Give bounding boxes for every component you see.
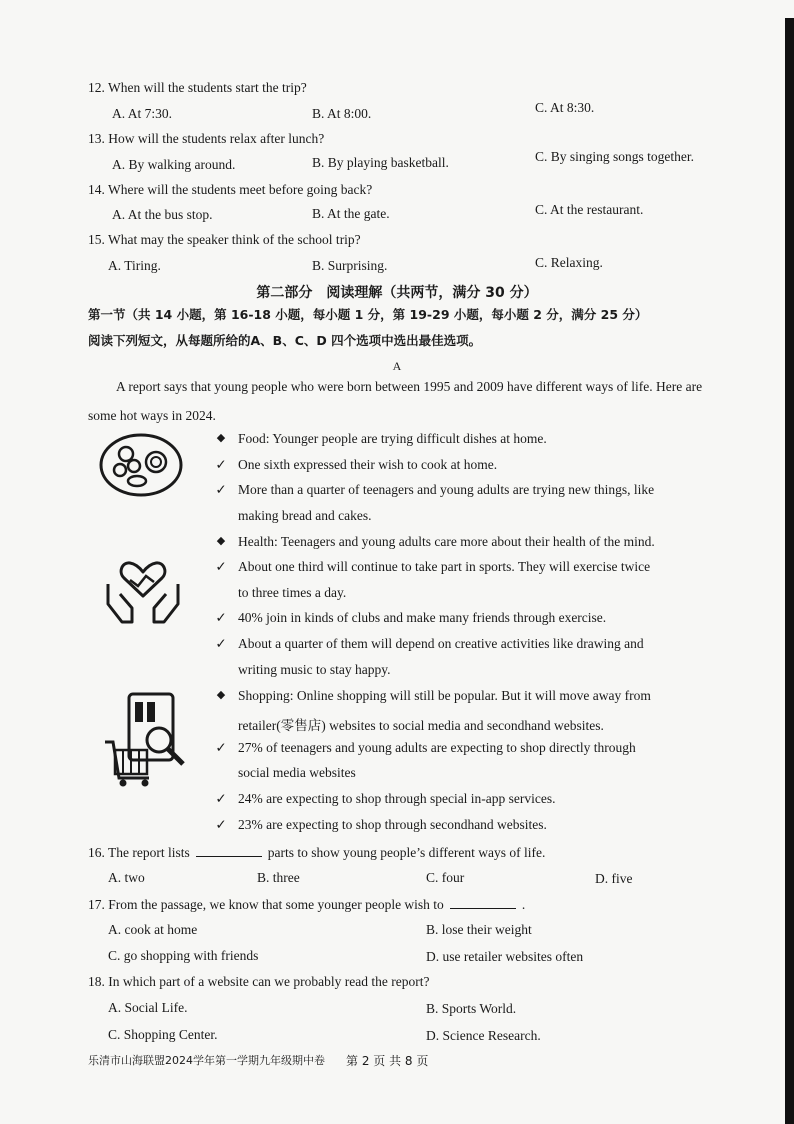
q12-option-c: C. At 8:30.	[535, 100, 595, 115]
check-mark: ✓	[215, 457, 227, 472]
q16-stem-start: 16. The report lists	[88, 845, 190, 860]
section1-heading: 第一节（共 14 小题，第 16-18 小题，每小题 1 分，第 19-29 小题，每小题 2 分，满分 25 分）	[88, 307, 648, 322]
q15-option-a: A. Tiring.	[108, 258, 161, 273]
diamond-bullet: ◆	[216, 689, 226, 701]
q12-stem: 12. When will the students start the trip?	[88, 80, 307, 95]
food-heading: Food: Younger people are trying difficult dishes at home.	[238, 431, 547, 446]
q16-option-a: A. two	[108, 870, 145, 885]
q16-stem	[88, 844, 545, 861]
check-mark: ✓	[215, 610, 227, 625]
q12-option-b: B. At 8:00.	[312, 106, 372, 121]
q16-stem-end: parts to show young people’s different ways of life.	[267, 845, 546, 860]
reading-instruction: 阅读下列短文，从每题所给的A、B、C、D 四个选项中选出最佳选项。	[88, 333, 482, 348]
q15-option-b: B. Surprising.	[312, 258, 388, 273]
food-plate-icon	[98, 432, 184, 498]
health-point-1: About one third will continue to take part in sports. They will exercise twice	[238, 559, 651, 574]
q13-stem: 13. How will the students relax after lunch?	[88, 131, 325, 146]
q17-stem-end: .	[521, 897, 526, 912]
q15-stem: 15. What may the speaker think of the school trip?	[88, 232, 361, 247]
q17-option-d: D. use retailer websites often	[426, 949, 584, 964]
diamond-bullet: ◆	[216, 535, 226, 547]
q16-option-d: D. five	[595, 871, 633, 886]
shopping-heading-cont: retailer(零售店) websites to social media and secondhand websites.	[238, 718, 604, 733]
q17-stem	[88, 896, 525, 913]
health-point-1-cont: to three times a day.	[238, 585, 347, 600]
shopping-point-2: 24% are expecting to shop through special in-app services.	[238, 791, 556, 806]
q18-option-b: B. Sports World.	[426, 1001, 517, 1016]
check-mark: ✓	[215, 482, 227, 497]
q18-option-a: A. Social Life.	[108, 1000, 188, 1015]
q18-option-d: D. Science Research.	[426, 1028, 541, 1043]
passage-intro: A report says that young people who were born between 1995 and 2009 have different ways of life. Here are some hot ways in 2024.	[88, 379, 703, 423]
answer-blank	[196, 844, 262, 857]
q13-option-a: A. By walking around.	[112, 157, 236, 172]
q14-option-c: C. At the restaurant.	[535, 202, 644, 217]
check-mark: ✓	[215, 636, 227, 651]
q14-stem: 14. Where will the students meet before going back?	[88, 182, 373, 197]
health-point-3: About a quarter of them will depend on creative activities like drawing and	[238, 636, 644, 651]
health-heading: Health: Teenagers and young adults care more about their health of the mind.	[238, 534, 655, 549]
q17-option-a: A. cook at home	[108, 922, 198, 937]
answer-blank	[450, 896, 516, 909]
q13-option-c: C. By singing songs together.	[535, 149, 695, 164]
q14-option-a: A. At the bus stop.	[112, 207, 213, 222]
diamond-bullet: ◆	[216, 432, 226, 444]
passage-label: A	[392, 359, 402, 373]
q17-stem-text: 17. From the passage, we know that some younger people wish to	[88, 897, 444, 912]
q16-option-b: B. three	[257, 870, 300, 885]
q15-option-c: C. Relaxing.	[535, 255, 603, 270]
q17-option-c: C. go shopping with friends	[108, 948, 259, 963]
shopping-cart-icon	[103, 690, 189, 788]
check-mark: ✓	[215, 559, 227, 574]
health-point-3-cont: writing music to stay happy.	[238, 662, 391, 677]
check-mark: ✓	[215, 791, 227, 806]
q18-stem: 18. In which part of a website can we probably read the report?	[88, 974, 430, 989]
q17-option-b: B. lose their weight	[426, 922, 532, 937]
shopping-point-1-cont: social media websites	[238, 765, 356, 780]
q18-option-c: C. Shopping Center.	[108, 1027, 218, 1042]
health-point-2: 40% join in kinds of clubs and make many friends through exercise.	[238, 610, 607, 625]
q13-option-b: B. By playing basketball.	[312, 155, 449, 170]
footer-exam-name: 乐清市山海联盟2024学年第一学期九年级期中卷	[88, 1054, 325, 1067]
check-mark: ✓	[215, 817, 227, 832]
food-point-2-cont: making bread and cakes.	[238, 508, 372, 523]
page-number: 第 2 页 共 8 页	[346, 1054, 429, 1068]
shopping-point-1: 27% of teenagers and young adults are expecting to shop directly through	[238, 740, 636, 755]
food-point-2: More than a quarter of teenagers and young adults are trying new things, like	[238, 482, 655, 497]
q16-option-c: C. four	[426, 870, 465, 885]
part2-title: 第二部分 阅读理解（共两节，满分 30 分）	[256, 285, 538, 301]
shopping-heading: Shopping: Online shopping will still be popular. But it will move away from	[238, 688, 651, 703]
heart-hands-icon	[100, 556, 186, 630]
q12-option-a: A. At 7:30.	[112, 106, 173, 121]
shopping-point-3: 23% are expecting to shop through secondhand websites.	[238, 817, 547, 832]
food-point-1: One sixth expressed their wish to cook at home.	[238, 457, 498, 472]
check-mark: ✓	[215, 740, 227, 755]
q14-option-b: B. At the gate.	[312, 206, 390, 221]
scan-edge	[785, 18, 794, 1124]
